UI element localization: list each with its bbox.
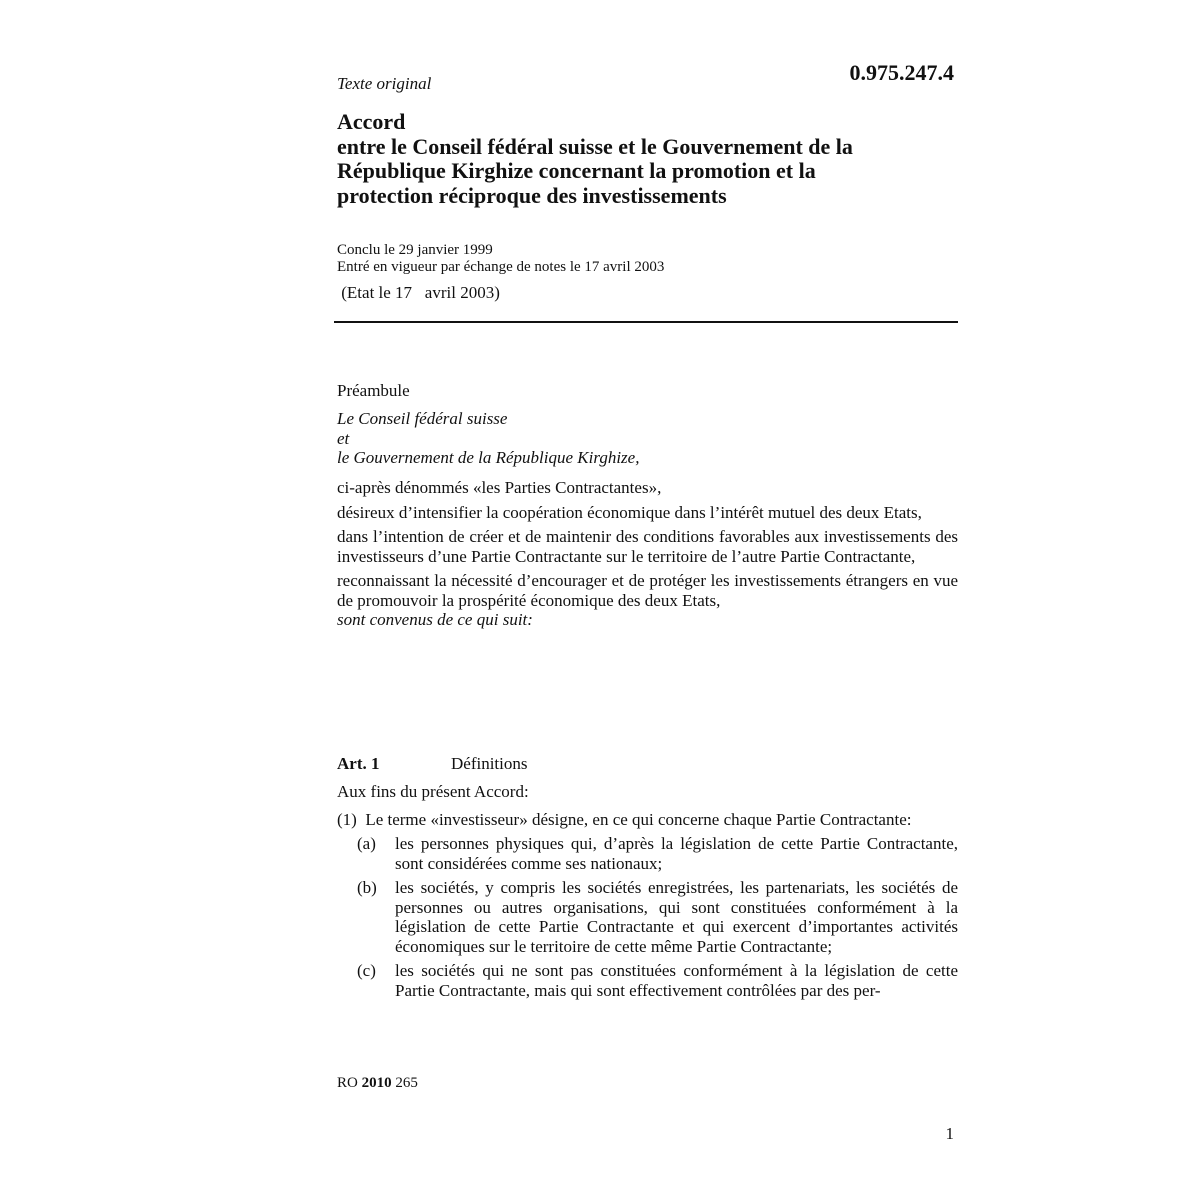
list-item	[357, 878, 958, 956]
preamble-paragraphs	[337, 478, 958, 635]
page-number: 1	[945, 1124, 954, 1143]
preamble-heading: Préambule	[337, 381, 410, 400]
preamble-paragraph: désireux d’intensifier la coopération économique dans l’intérêt mutuel des deux Etats,	[337, 502, 922, 522]
title-line: protection réciproque des investissements	[337, 182, 727, 208]
ro-prefix: RO	[337, 1075, 362, 1091]
list-item-label: (b)	[357, 878, 377, 897]
sr-number: 0.975.247.4	[849, 60, 954, 85]
title-line: République Kirghize concernant la promotion et la	[337, 158, 816, 183]
preamble-paragraph: reconnaissant la nécessité d’encourager et de protéger les investissements étrangers en vue de promouvoir la prospérité économique des deux Etats,	[337, 571, 958, 610]
title-line: Accord	[337, 109, 406, 134]
document-meta	[337, 242, 958, 276]
list-item-text: les sociétés qui ne sont pas constituées conformément à la législation de cette Partie Contractante, mais qui sont effectivement contrôlées par des per-	[395, 961, 958, 1000]
list-item-label: (c)	[357, 961, 376, 980]
list-item	[357, 834, 958, 873]
signatory-2: le Gouvernement de la République Kirghize,	[337, 448, 640, 467]
preamble-signatories	[337, 409, 958, 468]
conclusion-date: Conclu le 29 janvier 1999	[337, 242, 493, 258]
ro-year: 2010	[361, 1075, 392, 1091]
article-1-heading	[337, 754, 958, 774]
article-title: Définitions	[451, 754, 528, 773]
title-line: entre le Conseil fédéral suisse et le Gouvernement de la	[337, 133, 853, 159]
footer-ro-reference	[337, 1075, 958, 1092]
list-item-text: les sociétés, y compris les sociétés enregistrées, les partenariats, les sociétés de personnes ou autres organisations, qui sont constituées conformément à la législation de cette Partie Contractante et qui exercent d’importantes activités économiques sur le territoire de cette même Partie Contractante;	[395, 878, 958, 956]
header-divider	[334, 321, 958, 323]
preamble-paragraph: dans l’intention de créer et de maintenir des conditions favorables aux investissements des investisseurs d’une Partie Contractante sur le territoire de l’autre Partie Contractante,	[337, 527, 958, 566]
signatory-1: Le Conseil fédéral suisse	[337, 409, 508, 428]
entry-into-force: Entré en vigueur par échange de notes le 17 avril 2003	[337, 259, 665, 275]
preamble-closing: sont convenus de ce qui suit:	[337, 610, 533, 629]
ro-page: 265	[391, 1075, 418, 1091]
status-date: (Etat le 17 avril 2003)	[337, 283, 500, 302]
article-intro: Aux fins du présent Accord:	[337, 782, 529, 801]
list-item-text: les personnes physiques qui, d’après la législation de cette Partie Contractante, sont considérées comme ses nationaux;	[395, 834, 958, 873]
document-title	[337, 110, 958, 208]
list-item	[357, 961, 958, 1000]
article-1-body	[337, 782, 958, 1005]
signatory-conjunction: et	[337, 428, 350, 448]
article-clause: (1) Le terme «investisseur» désigne, en ce qui concerne chaque Partie Contractante:	[337, 809, 912, 829]
texte-original-label: Texte original	[337, 74, 432, 93]
list-item-label: (a)	[357, 834, 376, 853]
preamble-paragraph: ci-après dénommés «les Parties Contractantes»,	[337, 478, 662, 497]
article-number: Art. 1	[337, 754, 380, 773]
